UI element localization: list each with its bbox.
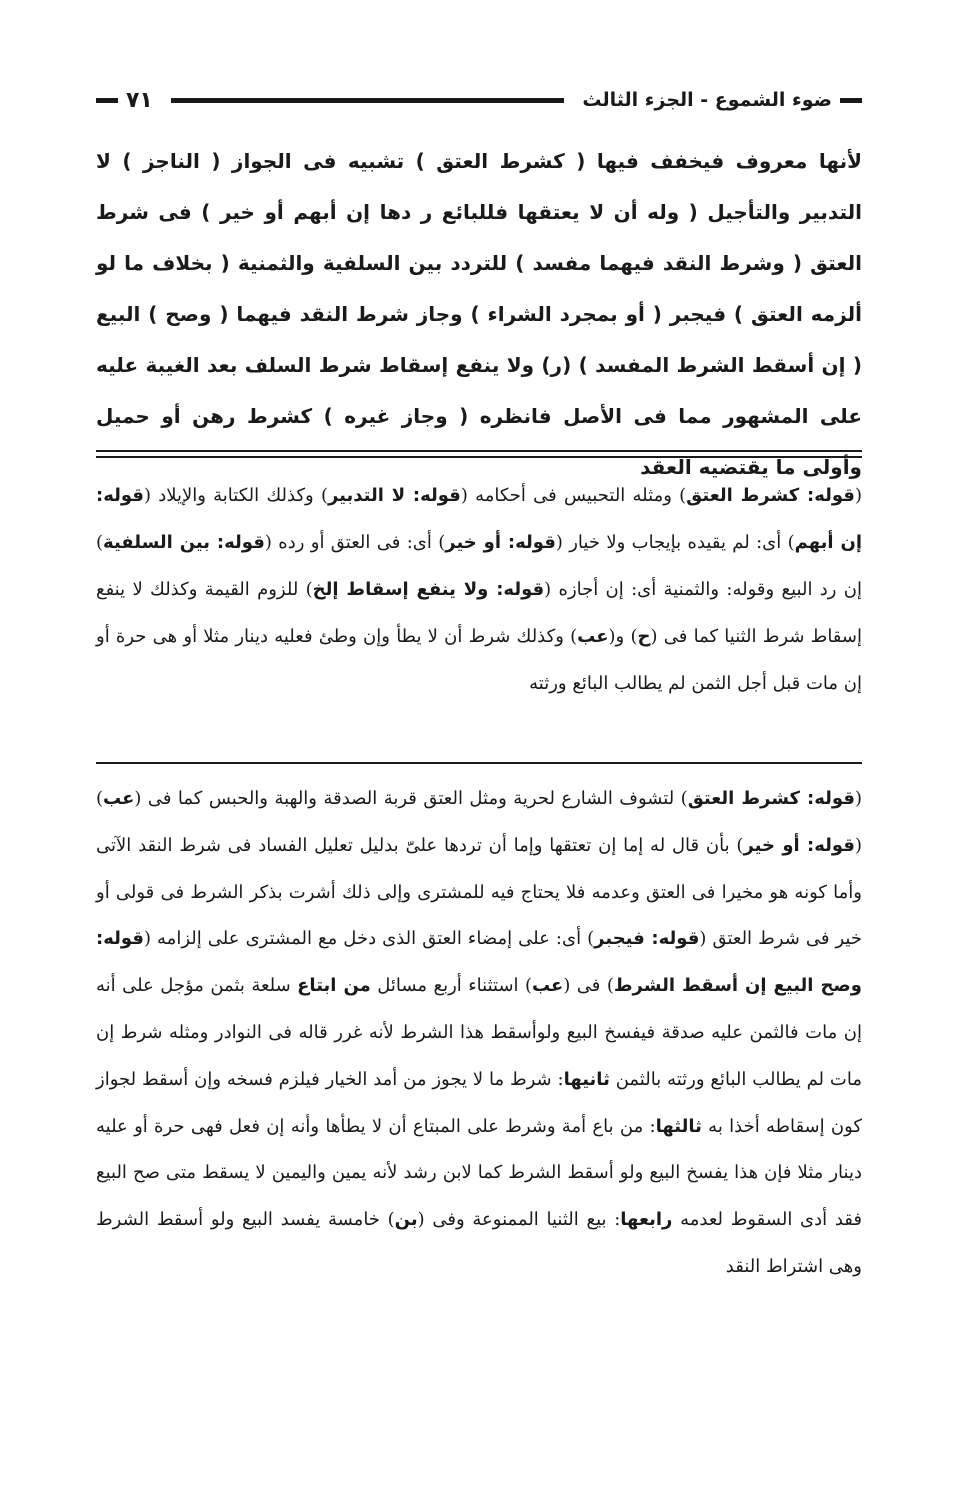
running-title: ضوء الشموع - الجزء الثالث: [582, 89, 832, 111]
case-heading: ثانيها: [563, 1068, 610, 1090]
quoted-term: قوله: أو خير: [743, 834, 855, 856]
quoted-term: قوله: إن أبهم: [96, 485, 862, 553]
source-abbrev: ح: [637, 626, 651, 647]
case-heading: رابعها: [620, 1209, 673, 1231]
quoted-term: قوله: كشرط العتق: [686, 485, 855, 506]
page-header: [96, 82, 862, 118]
source-abbrev: بن: [394, 1209, 418, 1231]
commentary-block-1: [96, 472, 862, 707]
commentary-block-2: [96, 776, 862, 1291]
quoted-term: قوله: ولا ينفع إسقاط إلخ: [312, 579, 545, 600]
commentary-paragraph-2: (قوله: كشرط العتق) لتشوف الشارع لحرية ومثل العتق قربة الصدقة والهبة والحبس كما فى (عب) (قوله: أو خير) بأن قال له إما إن تعتقها وإما أن تردها علىّ بدليل تعليل الفساد فى شرط النقد الآتى وأما كونه هو مخيرا فى العتق وعدمه فلا يحتاج فيه للمشترى وإلى ذلك أشرت بذكر الشرط فى قولى أو خير فى شرط العتق (قوله: فيجبر) أى: على إمضاء العتق الذى دخل مع المشترى على إلزامه (قوله: وصح البيع إن أسقط الشرط) فى (عب) استثناء أربع مسائل من ابتاع سلعة بثمن مؤجل على أنه إن مات فالثمن عليه صدقة فيفسخ البيع ولوأسقط هذا الشرط لأنه غرر قاله فى النوادر ومثله شرط إن مات لم يطالب البائع ورثته بالثمن ثانيها: شرط ما لا يجوز من أمد الخيار فيلزم فسخه وإن أسقط لجواز كون إسقاطه أخذا به ثالثها: من باع أمة وشرط على المبتاع أن لا يطأها وأنه إن فعل فهى حرة أو عليه دينار مثلا فإن هذا يفسخ البيع ولو أسقط الشرط كما لابن رشد لأنه يمين واليمين لا يسقط متى صح البيع فقد أدى السقوط لعدمه رابعها: بيع الثنيا الممنوعة وفى (بن) خامسة يفسد البيع ولو أسقط الشرط وهى اشتراط النقد: [96, 788, 863, 1277]
header-dash-end: [96, 98, 118, 103]
quoted-term: قوله: وصح البيع إن أسقط الشرط: [96, 928, 862, 997]
source-abbrev: عب: [103, 788, 135, 809]
case-heading: من ابتاع: [297, 975, 371, 997]
main-text-block: [96, 136, 862, 493]
main-paragraph: لأنها معروف فيخفف فيها ( كشرط العتق ) تشبيه فى الجواز ( الناجز ) لا التدبير والتأجيل ( وله أن لا يعتقها فللبائع ر دها إن أبهم أو خير ) فى شرط العتق ( وشرط النقد فيهما مفسد ) للتردد بين السلفية والثمنية ( بخلاف ما لو ألزمه العتق ) فيجبر ( أو بمجرد الشراء ) وجاز شرط النقد فيهما ( وصح ) البيع ( إن أسقط الشرط المفسد ) (ر) ولا ينفع إسقاط شرط السلف بعد الغيبة عليه على المشهور مما فى الأصل فانظره ( وجاز غيره ) كشرط رهن أو حميل وأولى ما يقتضيه العقد: [96, 149, 862, 479]
source-abbrev: عب: [577, 626, 609, 647]
double-separator-rule: [96, 450, 862, 458]
header-dash-start: [840, 98, 862, 103]
commentary-paragraph-1: (قوله: كشرط العتق) ومثله التحبيس فى أحكامه (قوله: لا التدبير) وكذلك الكتابة والإيلاد (قوله: إن أبهم) أى: لم يقيده بإيجاب ولا خيار (قوله: أو خير) أى: فى العتق أو رده (قوله: بين السلفية) إن رد البيع وقوله: والثمنية أى: إن أجازه (قوله: ولا ينفع إسقاط إلخ) للزوم القيمة وكذلك لا ينفع إسقاط شرط الثنيا كما فى (ح) و(عب) وكذلك شرط أن لا يطأ وإن وطئ فعليه دينار مثلا أو هى حرة أو إن مات قبل أجل الثمن لم يطالب البائع ورثته: [96, 485, 863, 694]
header-rule: [171, 98, 565, 103]
separator-rule: [96, 762, 862, 764]
quoted-term: قوله: بين السلفية: [103, 532, 265, 553]
quoted-term: قوله: أو خير: [445, 532, 556, 553]
source-abbrev: عب: [531, 975, 564, 997]
quoted-term: قوله: لا التدبير: [327, 485, 461, 506]
page-number: ٧١: [126, 87, 153, 113]
quoted-term: قوله: فيجبر: [594, 928, 700, 950]
quoted-term: قوله: كشرط العتق: [687, 788, 855, 809]
case-heading: ثالثها: [655, 1115, 702, 1137]
